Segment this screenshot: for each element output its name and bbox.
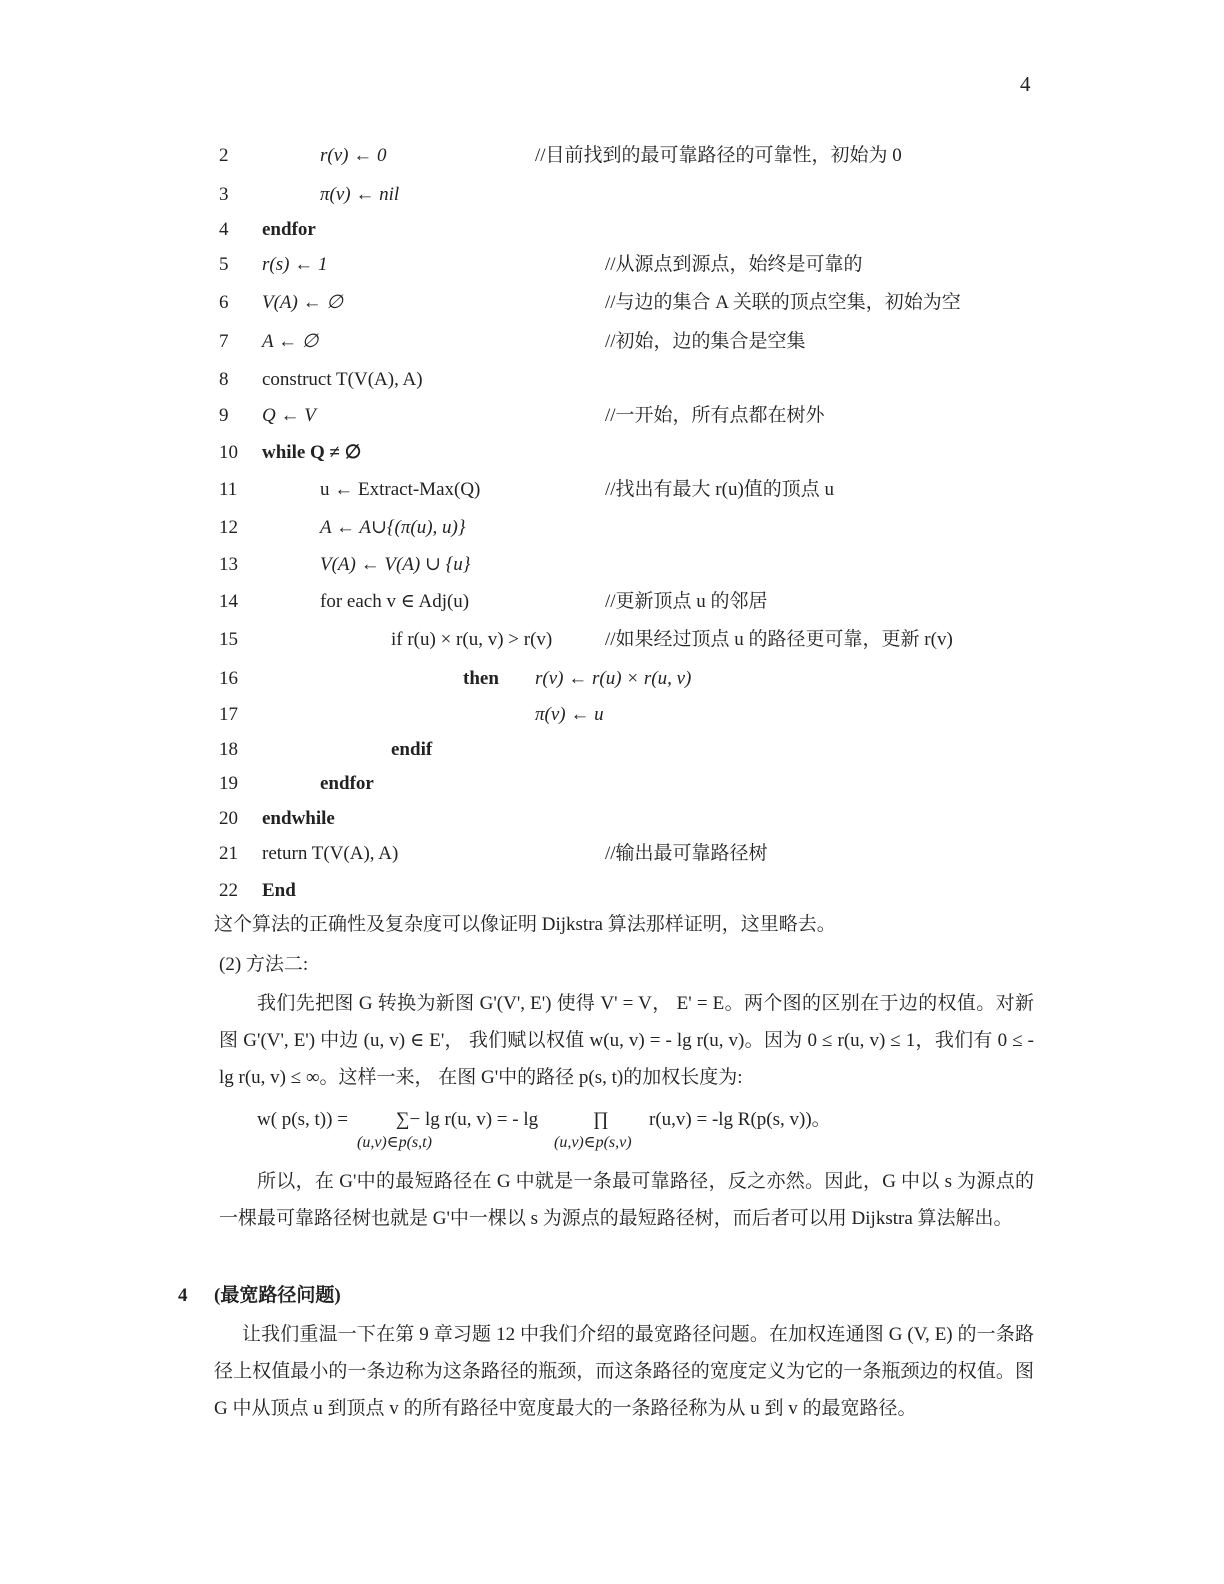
line-number: 9: [219, 405, 229, 426]
line-number: 17: [219, 704, 238, 725]
correctness-note: 这个算法的正确性及复杂度可以像证明 Dijkstra 算法那样证明，这里略去。: [214, 914, 836, 935]
code-keyword: endfor: [262, 219, 316, 240]
code-keyword: while Q ≠ ∅: [262, 442, 362, 463]
line-number: 6: [219, 292, 229, 313]
code-comment: //初始，边的集合是空集: [605, 331, 806, 352]
code-comment: //更新顶点 u 的邻居: [605, 591, 768, 612]
code-text: construct T(V(A), A): [262, 369, 423, 390]
code-text: Q ← V: [262, 405, 316, 426]
code-comment: //目前找到的最可靠路径的可靠性，初始为 0: [535, 145, 902, 166]
code-keyword: then: [463, 668, 499, 689]
line-number: 12: [219, 517, 238, 538]
line-number: 7: [219, 331, 229, 352]
line-number: 2: [219, 145, 229, 166]
code-text: r(v) ← 0: [320, 145, 387, 166]
code-keyword: endwhile: [262, 808, 335, 829]
code-text: V(A) ← ∅: [262, 292, 343, 313]
line-number: 8: [219, 369, 229, 390]
formula-sum-subscript: (u,v)∈p(s,t): [357, 1134, 432, 1151]
paragraph: 所以，在 G'中的最短路径在 G 中就是一条最可靠路径，反之亦然。因此，G 中以 s 为源点的一棵最可靠路径树也就是 G'中一棵以 s 为源点的最短路径树，而后者可以用 Dijkstra 算法解出。: [219, 1171, 1034, 1229]
code-text: π(v) ← nil: [320, 184, 400, 205]
code-text: r(s) ← 1: [262, 254, 328, 275]
code-text: r(v) ← r(u) × r(u, v): [535, 668, 692, 689]
formula-product: ∏: [593, 1109, 609, 1130]
line-number: 3: [219, 184, 229, 205]
code-keyword: endif: [391, 739, 433, 760]
line-number: 13: [219, 554, 238, 575]
code-comment: //与边的集合 A 关联的顶点空集，初始为空: [605, 292, 961, 313]
page-number: 4: [1020, 72, 1031, 96]
code-text: A ← A∪{(π(u), u)}: [320, 517, 466, 538]
line-number: 18: [219, 739, 238, 760]
code-text: return T(V(A), A): [262, 843, 399, 864]
formula-product-subscript: (u,v)∈p(s,v): [554, 1134, 632, 1151]
section-number: 4: [178, 1285, 188, 1306]
code-text: V(A) ← V(A) ∪ {u}: [320, 554, 471, 575]
code-comment: //找出有最大 r(u)值的顶点 u: [605, 479, 835, 500]
line-number: 5: [219, 254, 229, 275]
line-number: 20: [219, 808, 238, 829]
line-number: 11: [219, 479, 238, 500]
line-number: 15: [219, 629, 238, 650]
code-text: for each v ∈ Adj(u): [320, 591, 470, 612]
line-number: 21: [219, 843, 238, 864]
line-number: 16: [219, 668, 238, 689]
code-text: u ← Extract-Max(Q): [320, 479, 481, 500]
paragraph: 我们先把图 G 转换为新图 G'(V', E') 使得 V' = V， E' = E。两个图的区别在于边的权值。对新图 G'(V', E') 中边 (u, v) ∈ E'， 我们赋以权值 w(u, v) = - lg r(u, v)。因为 0 ≤ r(u, v) ≤ 1，我们有 0 ≤ - lg r(u, v) ≤ ∞。这样一来， 在图 G'中的路径 p(s, t)的加权长度为:: [219, 993, 1034, 1088]
line-number: 10: [219, 442, 238, 463]
code-text: if r(u) × r(u, v) > r(v): [391, 629, 553, 650]
code-comment: //一开始，所有点都在树外: [605, 405, 825, 426]
code-comment: //如果经过顶点 u 的路径更可靠，更新 r(v): [605, 629, 953, 650]
line-number: 4: [219, 219, 229, 240]
code-keyword: End: [262, 880, 296, 901]
code-text: A ← ∅: [262, 331, 319, 352]
formula-rhs: r(u,v) = -lg R(p(s, v))。: [649, 1109, 831, 1130]
formula-sum: ∑− lg r(u, v) = - lg: [396, 1109, 539, 1130]
code-text: π(v) ← u: [535, 704, 604, 725]
code-comment: //从源点到源点，始终是可靠的: [605, 254, 863, 275]
code-comment: //输出最可靠路径树: [605, 843, 768, 864]
section-title: (最宽路径问题): [214, 1285, 341, 1306]
line-number: 19: [219, 773, 238, 794]
line-number: 14: [219, 591, 238, 612]
paragraph: 让我们重温一下在第 9 章习题 12 中我们介绍的最宽路径问题。在加权连通图 G (V, E) 的一条路径上权值最小的一条边称为这条路径的瓶颈，而这条路径的宽度定义为它的一条瓶颈边的权值。图 G 中从顶点 u 到顶点 v 的所有路径中宽度最大的一条路径称为从 u 到 v 的最宽路径。: [214, 1324, 1034, 1419]
method-heading: (2) 方法二:: [219, 954, 309, 975]
code-keyword: endfor: [320, 773, 374, 794]
line-number: 22: [219, 880, 238, 901]
formula-lhs: w( p(s, t)) =: [257, 1109, 348, 1130]
